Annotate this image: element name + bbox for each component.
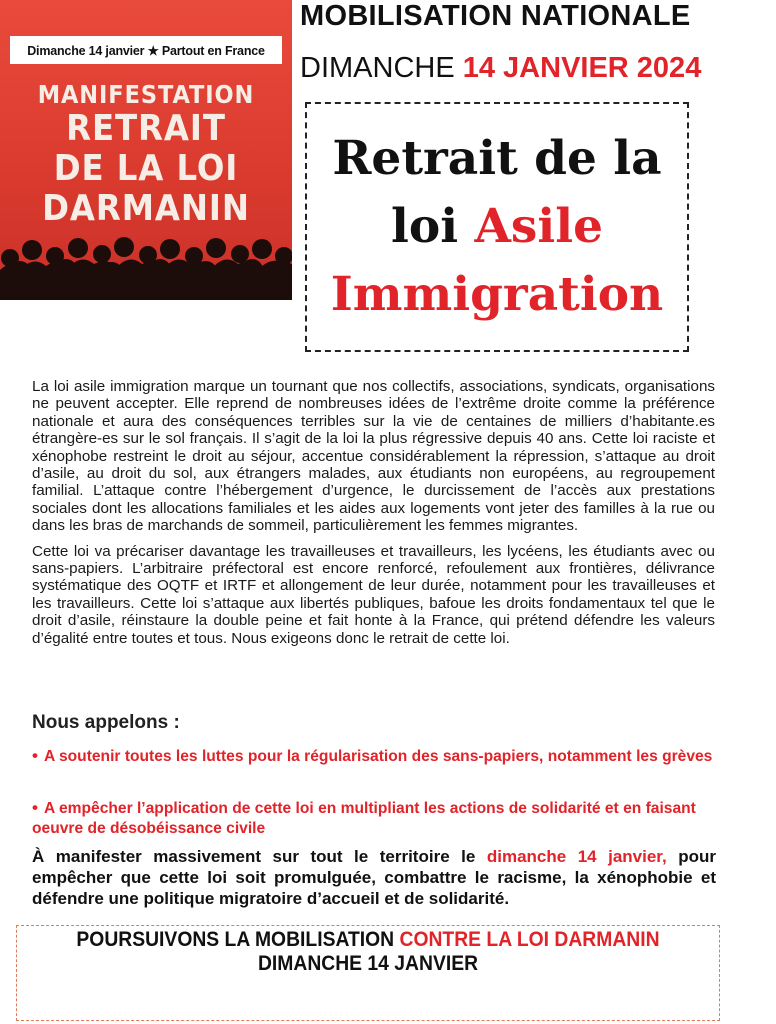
- appel-bullet-2-text: A empêcher l’application de cette loi en multipliant les actions de solidarité et en faisant oeuvre de désobéissance civile: [32, 800, 696, 837]
- title-line2: [391, 193, 603, 261]
- title-line2-red: Asile: [474, 199, 603, 254]
- title-line2-black: loi: [391, 199, 475, 254]
- closing-after: pour empêcher que cette loi soit promulguée, combattre le racisme, la xénophobie et défendre une politique migratoire d’accueil et de solidarité.: [32, 847, 716, 908]
- footer-part2: CONTRE LA LOI DARMANIN: [399, 928, 660, 951]
- title-line1: Retrait de la: [332, 131, 662, 186]
- footer-part3: DIMANCHE 14 JANVIER: [257, 952, 479, 975]
- bullet-dot-icon: •: [32, 746, 38, 765]
- date-heading-prefix: DIMANCHE: [300, 52, 463, 84]
- poster-title-line2: RETRAIT: [66, 108, 226, 149]
- appel-bullet-1-text: A soutenir toutes les luttes pour la régularisation des sans-papiers, notamment les grèves: [43, 748, 713, 765]
- poster-title: [0, 82, 292, 227]
- appel-bullet-1: [32, 746, 716, 767]
- poster-title-line1: MANIFESTATION: [37, 80, 255, 109]
- appel-bullet-2: [32, 798, 716, 839]
- poster-title-line3: DE LA LOI: [53, 148, 239, 189]
- date-heading: [300, 52, 770, 85]
- mobilisation-heading: MOBILISATION NATIONALE: [300, 0, 691, 32]
- date-heading-date: 14 JANVIER 2024: [462, 52, 702, 84]
- crowd-silhouette: [0, 220, 292, 300]
- closing-paragraph: [32, 846, 716, 909]
- bullet-dot-icon: •: [32, 798, 38, 817]
- appel-heading: Nous appelons :: [32, 712, 180, 733]
- body-text: [32, 378, 715, 655]
- title-box: [305, 102, 689, 352]
- poster-title-line4: DARMANIN: [42, 188, 250, 229]
- manifestation-poster: [0, 0, 292, 300]
- footer-slogan: [44, 928, 692, 976]
- body-paragraph-2: Cette loi va précariser davantage les travailleuses et travailleurs, les lycéens, les étudiants avec ou sans-papiers. L’arbitraire préfectoral est encore renforcé, refoulement aux frontières, délivrance systématique des OQTF et IRTF et allongement de leur durée, notamment pour les travailleuses et les travailleurs. Cette loi s’attaque aux libertés publiques, bafoue les droits fondamentaux tel que le droit d’asile, réinstaure la double peine et fait honte à la France, qui prétend défendre les valeurs d’égalité entre toutes et tous. Nous exigeons donc le retrait de cette loi.: [32, 542, 715, 647]
- title-line3: Immigration: [330, 267, 664, 322]
- closing-date: dimanche 14 janvier,: [486, 847, 667, 866]
- body-paragraph-1: La loi asile immigration marque un tournant que nos collectifs, associations, syndicats, organisations ne peuvent accepter. Elle reprend de nombreuses idées de l’extrême droite comme la préférence nationale et aura des conséquences terribles sur la vie de centaines de milliers d’habitante.es étrangère-es sur le sol français. Il s’agit de la loi la plus régressive depuis 40 ans. Cette loi raciste et xénophobe restreint le droit au séjour, accentue considérablement la répression, s’attaque au droit d’asile, au droit du sol, aux étrangers malades, aux étudiants non européens, au regroupement familial. L’attaque contre l’hébergement d’urgence, le durcissement de l’accès aux prestations sociales dont les allocations familiales et les aides aux logements vont jeter des familles à la rue ou dans les bras de marchands de sommeil, particulièrement les femmes migrantes.: [32, 378, 715, 535]
- closing-before: À manifester massivement sur tout le territoire le: [32, 847, 487, 866]
- footer-part1: POURSUIVONS LA MOBILISATION: [76, 928, 400, 951]
- poster-banner: Dimanche 14 janvier ★ Partout en France: [10, 36, 282, 64]
